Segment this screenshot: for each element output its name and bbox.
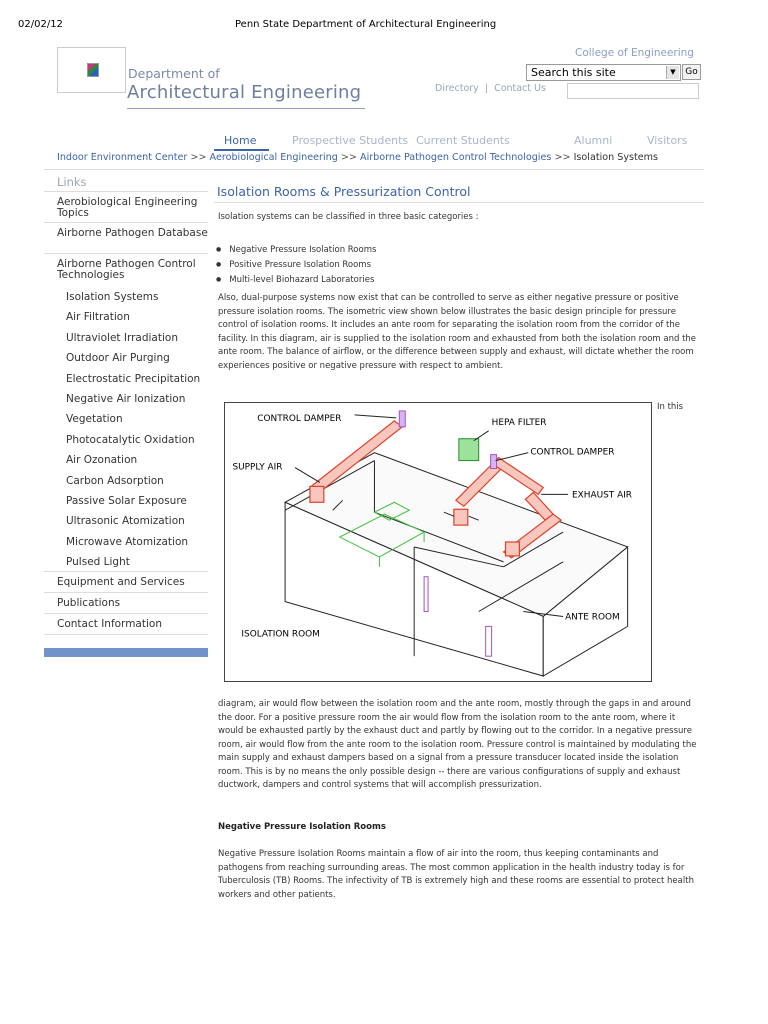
print-title: Penn State Department of Architectural Engineering <box>235 19 497 30</box>
breadcrumb-divider <box>44 169 704 170</box>
main-nav <box>0 134 768 148</box>
diagram-svg <box>225 403 651 681</box>
util-separator: | <box>484 83 489 94</box>
breadcrumb-current: Isolation Systems <box>573 152 659 163</box>
sidebar-item-ultrasonic-atomization[interactable]: Ultrasonic Atomization <box>66 515 185 528</box>
paragraph-design-principle: Also, dual-purpose systems now exist that can be controlled to serve as either negative pressure or positive pressure isolation rooms. The isometric view shown below illustrates the basic design principle for pressure control of isolation rooms. It includes an ante room for separating the isolation room from the corridor of the facility. In this diagram, air is supplied to the isolation room and exhausted from both the isolation room and the ante room. The balance of airflow, or the difference between supply and exhaust, will dictate whether the room experiences positive or negative pressure with respect to ambient. <box>218 293 697 371</box>
nav-active-indicator <box>214 149 269 151</box>
paragraph-negative-pressure: Negative Pressure Isolation Rooms maintain a flow of air into the room, thus keeping contaminants and pathogens from reaching surrounding areas. The most common application in the health industry today is for Tuberculosis (TB) Rooms. The infectivity of TB is extremely high and these rooms are essential to protect health workers and other patients. <box>218 849 694 900</box>
list-item: ● Positive Pressure Isolation Rooms <box>216 259 376 274</box>
sidebar-subitems <box>44 285 208 572</box>
directory-link[interactable]: Directory <box>435 83 479 94</box>
label-isolation-room: ISOLATION ROOM <box>241 629 320 640</box>
breadcrumb-item[interactable]: Indoor Environment Center <box>57 152 188 163</box>
breadcrumb-separator: >> <box>190 152 207 163</box>
sidebar-item-air-filtration[interactable]: Air Filtration <box>66 311 130 324</box>
sidebar-item-air-ozonation[interactable]: Air Ozonation <box>66 454 138 467</box>
title-divider <box>214 202 704 203</box>
list-item: ● Negative Pressure Isolation Rooms <box>216 244 376 259</box>
nav-current-students[interactable]: Current Students <box>416 134 510 147</box>
sidebar-item-control-technologies[interactable]: Airborne Pathogen Control Technologies <box>57 258 196 281</box>
sidebar-item-aerobiological-topics[interactable]: Aerobiological Engineering Topics <box>44 192 208 223</box>
sidebar <box>44 172 208 635</box>
nav-prospective-students[interactable]: Prospective Students <box>292 134 409 147</box>
sidebar-item-equipment-services[interactable]: Equipment and Services <box>44 572 208 593</box>
label-control-damper-supply: CONTROL DAMPER <box>257 413 342 424</box>
dept-of-label: Department of <box>128 66 220 81</box>
psu-logo[interactable] <box>57 47 126 93</box>
sidebar-item-pulsed-light[interactable]: Pulsed Light <box>44 552 208 572</box>
sidebar-item-photocatalytic-oxidation[interactable]: Photocatalytic Oxidation <box>66 433 195 446</box>
sidebar-item-vegetation[interactable]: Vegetation <box>66 413 123 426</box>
label-hepa-filter: HEPA FILTER <box>491 417 547 428</box>
go-button[interactable]: Go <box>682 64 701 80</box>
sidebar-item-pathogen-database[interactable]: Airborne Pathogen Database <box>44 223 208 254</box>
sidebar-item-isolation-systems[interactable]: Isolation Systems <box>66 291 159 303</box>
print-date: 02/02/12 <box>18 19 63 30</box>
sidebar-item-electrostatic-precipitation[interactable]: Electrostatic Precipitation <box>66 372 201 385</box>
sidebar-item-carbon-adsorption[interactable]: Carbon Adsorption <box>66 474 164 487</box>
wrap-text-fragment: In this <box>657 402 684 412</box>
sidebar-item-microwave-atomization[interactable]: Microwave Atomization <box>66 535 189 548</box>
print-header <box>0 19 768 33</box>
section-heading-negative-pressure: Negative Pressure Isolation Rooms <box>218 822 386 832</box>
breadcrumb-item[interactable]: Aerobiological Engineering <box>209 152 338 163</box>
dept-name[interactable]: Architectural Engineering <box>127 82 362 103</box>
label-ante-room: ANTE ROOM <box>565 612 620 623</box>
search-scope-select[interactable] <box>526 64 681 81</box>
page-title: Isolation Rooms & Pressurization Control <box>217 184 471 199</box>
breadcrumb <box>57 152 658 163</box>
breadcrumb-item[interactable]: Airborne Pathogen Control Technologies <box>360 152 552 163</box>
list-item: ● Multi-level Biohazard Laboratories <box>216 274 376 289</box>
sidebar-item-uv-irradiation[interactable]: Ultraviolet Irradiation <box>66 331 178 344</box>
dept-divider <box>127 108 365 109</box>
sidebar-item-publications[interactable]: Publications <box>44 593 208 614</box>
nav-visitors[interactable]: Visitors <box>647 134 688 147</box>
isolation-room-diagram <box>224 402 652 682</box>
sidebar-title: Links <box>44 172 208 192</box>
paragraph-airflow: diagram, air would flow between the isolation room and the ante room, mostly through the gaps in and around the door. For a positive pressure room the air would flow from the isolation room to the ante room, where it would be exhausted partly by the exhaust duct and partly by flowing out to the corridor. In a negative pressure room, air would flow from the ante room to the isolation room. Pressure control is maintained by modulating the main supply and exhaust dampers based on a signal from a pressure transducer located inside the isolation room. This is by no means the only possible design -- there are various configurations of supply and exhaust ductwork, dampers and control systems that will accomplish pressurization. <box>218 699 697 790</box>
search-scope-value: Search this site <box>531 66 616 79</box>
sidebar-item-outdoor-air-purging[interactable]: Outdoor Air Purging <box>66 352 170 365</box>
sidebar-item-negative-air-ionization[interactable]: Negative Air Ionization <box>66 392 186 405</box>
breadcrumb-separator: >> <box>554 152 571 163</box>
label-exhaust-air: EXHAUST AIR <box>572 490 633 501</box>
sidebar-item-passive-solar-exposure[interactable]: Passive Solar Exposure <box>66 494 187 507</box>
contact-us-link[interactable]: Contact Us <box>494 83 546 94</box>
label-supply-air: SUPPLY AIR <box>232 462 283 473</box>
label-control-damper-exhaust: CONTROL DAMPER <box>530 447 615 458</box>
intro-text: Isolation systems can be classified in three basic categories : <box>218 212 479 222</box>
breadcrumb-separator: >> <box>340 152 357 163</box>
chevron-down-icon[interactable]: ▼ <box>666 66 679 79</box>
nav-home[interactable]: Home <box>224 134 257 147</box>
college-link[interactable]: College of Engineering <box>575 47 694 59</box>
logo-icon <box>87 63 99 77</box>
sidebar-item-contact-information[interactable]: Contact Information <box>44 614 208 635</box>
nav-alumni[interactable]: Alumni <box>574 134 613 147</box>
category-list <box>216 244 376 289</box>
search-input[interactable] <box>567 83 699 99</box>
utility-links <box>435 83 549 94</box>
sidebar-footer-bar <box>44 648 208 657</box>
